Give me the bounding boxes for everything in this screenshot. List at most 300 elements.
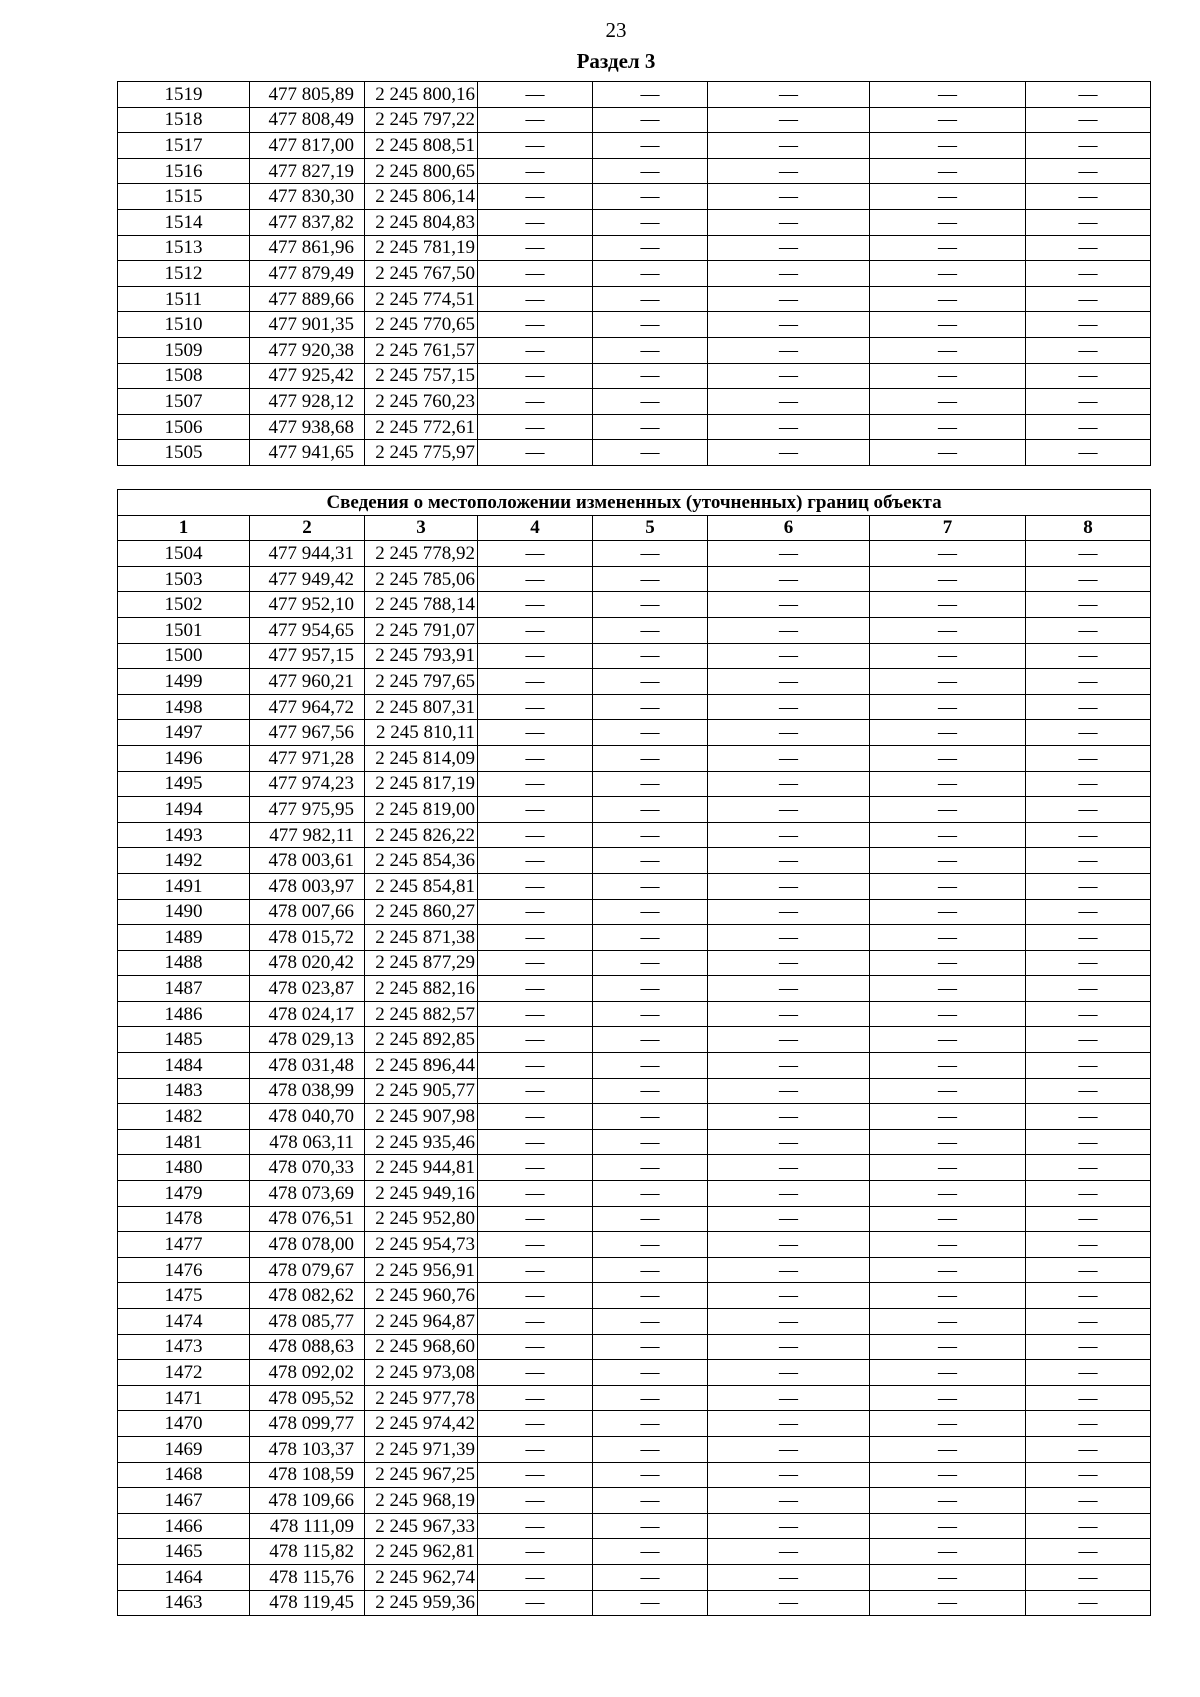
y-coordinate-cell: 2 245 971,39 (365, 1436, 478, 1462)
table-row (118, 209, 1151, 235)
empty-value-cell: — (870, 1155, 1026, 1181)
empty-value-cell: — (870, 797, 1026, 823)
empty-value-cell: — (478, 1436, 593, 1462)
x-coordinate-cell: 478 095,52 (250, 1385, 365, 1411)
empty-value-cell: — (1026, 1078, 1151, 1104)
table-row (118, 1513, 1151, 1539)
empty-value-cell: — (870, 848, 1026, 874)
empty-value-cell: — (478, 1462, 593, 1488)
empty-value-cell: — (870, 720, 1026, 746)
x-coordinate-cell: 478 007,66 (250, 899, 365, 925)
empty-value-cell: — (478, 797, 593, 823)
table-row (118, 566, 1151, 592)
table-row (118, 899, 1151, 925)
empty-value-cell: — (870, 1232, 1026, 1258)
empty-value-cell: — (593, 184, 708, 210)
empty-value-cell: — (1026, 312, 1151, 338)
empty-value-cell: — (593, 617, 708, 643)
empty-value-cell: — (708, 1257, 870, 1283)
x-coordinate-cell: 477 949,42 (250, 566, 365, 592)
x-coordinate-cell: 478 063,11 (250, 1129, 365, 1155)
x-coordinate-cell: 478 115,76 (250, 1564, 365, 1590)
x-coordinate-cell: 478 073,69 (250, 1181, 365, 1207)
point-number-cell: 1497 (118, 720, 250, 746)
empty-value-cell: — (708, 312, 870, 338)
empty-value-cell: — (1026, 363, 1151, 389)
empty-value-cell: — (593, 158, 708, 184)
empty-value-cell: — (870, 1411, 1026, 1437)
empty-value-cell: — (1026, 617, 1151, 643)
empty-value-cell: — (870, 822, 1026, 848)
empty-value-cell: — (478, 1283, 593, 1309)
point-number-cell: 1503 (118, 566, 250, 592)
page-number: 23 (605, 18, 627, 42)
table-row (118, 184, 1151, 210)
y-coordinate-cell: 2 245 877,29 (365, 950, 478, 976)
empty-value-cell: — (708, 1334, 870, 1360)
empty-value-cell: — (870, 745, 1026, 771)
empty-value-cell: — (478, 950, 593, 976)
table-row (118, 389, 1151, 415)
point-number-cell: 1474 (118, 1309, 250, 1335)
x-coordinate-cell: 478 085,77 (250, 1309, 365, 1335)
point-number-cell: 1477 (118, 1232, 250, 1258)
empty-value-cell: — (870, 1027, 1026, 1053)
x-coordinate-cell: 477 830,30 (250, 184, 365, 210)
empty-value-cell: — (708, 669, 870, 695)
empty-value-cell: — (478, 643, 593, 669)
empty-value-cell: — (1026, 1129, 1151, 1155)
column-header: 1 (118, 515, 250, 541)
empty-value-cell: — (1026, 1411, 1151, 1437)
y-coordinate-cell: 2 245 797,65 (365, 669, 478, 695)
empty-value-cell: — (708, 1488, 870, 1514)
empty-value-cell: — (1026, 107, 1151, 133)
y-coordinate-cell: 2 245 944,81 (365, 1155, 478, 1181)
empty-value-cell: — (593, 363, 708, 389)
empty-value-cell: — (708, 1078, 870, 1104)
point-number-cell: 1514 (118, 209, 250, 235)
empty-value-cell: — (870, 1385, 1026, 1411)
table-row (118, 976, 1151, 1002)
x-coordinate-cell: 477 971,28 (250, 745, 365, 771)
empty-value-cell: — (1026, 1001, 1151, 1027)
empty-value-cell: — (870, 1436, 1026, 1462)
x-coordinate-cell: 478 079,67 (250, 1257, 365, 1283)
empty-value-cell: — (478, 1411, 593, 1437)
empty-value-cell: — (1026, 1027, 1151, 1053)
empty-value-cell: — (478, 1360, 593, 1386)
changed-boundaries-table (117, 489, 1151, 1616)
empty-value-cell: — (478, 771, 593, 797)
empty-value-cell: — (870, 899, 1026, 925)
empty-value-cell: — (870, 541, 1026, 567)
empty-value-cell: — (870, 1360, 1026, 1386)
coordinates-table-continued (117, 81, 1151, 466)
empty-value-cell: — (708, 82, 870, 108)
empty-value-cell: — (1026, 1513, 1151, 1539)
empty-value-cell: — (478, 848, 593, 874)
table-row (118, 1539, 1151, 1565)
empty-value-cell: — (708, 414, 870, 440)
empty-value-cell: — (708, 158, 870, 184)
x-coordinate-cell: 477 941,65 (250, 440, 365, 466)
empty-value-cell: — (870, 1462, 1026, 1488)
x-coordinate-cell: 477 954,65 (250, 617, 365, 643)
empty-value-cell: — (870, 1283, 1026, 1309)
empty-value-cell: — (478, 209, 593, 235)
empty-value-cell: — (870, 107, 1026, 133)
point-number-cell: 1513 (118, 235, 250, 261)
empty-value-cell: — (1026, 950, 1151, 976)
empty-value-cell: — (593, 1027, 708, 1053)
empty-value-cell: — (593, 82, 708, 108)
x-coordinate-cell: 477 817,00 (250, 133, 365, 159)
empty-value-cell: — (870, 312, 1026, 338)
x-coordinate-cell: 477 982,11 (250, 822, 365, 848)
empty-value-cell: — (870, 592, 1026, 618)
empty-value-cell: — (478, 158, 593, 184)
empty-value-cell: — (708, 1539, 870, 1565)
empty-value-cell: — (708, 1411, 870, 1437)
point-number-cell: 1509 (118, 337, 250, 363)
empty-value-cell: — (478, 235, 593, 261)
table-row (118, 541, 1151, 567)
column-header: 4 (478, 515, 593, 541)
empty-value-cell: — (870, 643, 1026, 669)
point-number-cell: 1488 (118, 950, 250, 976)
x-coordinate-cell: 478 003,97 (250, 873, 365, 899)
empty-value-cell: — (1026, 133, 1151, 159)
point-number-cell: 1518 (118, 107, 250, 133)
empty-value-cell: — (708, 848, 870, 874)
y-coordinate-cell: 2 245 952,80 (365, 1206, 478, 1232)
empty-value-cell: — (1026, 694, 1151, 720)
empty-value-cell: — (1026, 1488, 1151, 1514)
empty-value-cell: — (870, 617, 1026, 643)
column-header: 5 (593, 515, 708, 541)
empty-value-cell: — (478, 312, 593, 338)
x-coordinate-cell: 478 108,59 (250, 1462, 365, 1488)
point-number-cell: 1470 (118, 1411, 250, 1437)
y-coordinate-cell: 2 245 907,98 (365, 1104, 478, 1130)
table-row (118, 261, 1151, 287)
table-header-row (118, 515, 1151, 541)
y-coordinate-cell: 2 245 974,42 (365, 1411, 478, 1437)
empty-value-cell: — (708, 1181, 870, 1207)
x-coordinate-cell: 477 889,66 (250, 286, 365, 312)
y-coordinate-cell: 2 245 892,85 (365, 1027, 478, 1053)
empty-value-cell: — (870, 363, 1026, 389)
empty-value-cell: — (593, 337, 708, 363)
empty-value-cell: — (593, 592, 708, 618)
table-row (118, 1462, 1151, 1488)
table-row (118, 1053, 1151, 1079)
empty-value-cell: — (593, 822, 708, 848)
x-coordinate-cell: 477 805,89 (250, 82, 365, 108)
empty-value-cell: — (708, 1462, 870, 1488)
empty-value-cell: — (708, 261, 870, 287)
empty-value-cell: — (1026, 235, 1151, 261)
y-coordinate-cell: 2 245 860,27 (365, 899, 478, 925)
empty-value-cell: — (708, 133, 870, 159)
point-number-cell: 1500 (118, 643, 250, 669)
table-row (118, 133, 1151, 159)
empty-value-cell: — (708, 899, 870, 925)
empty-value-cell: — (593, 1436, 708, 1462)
table-row (118, 1078, 1151, 1104)
point-number-cell: 1463 (118, 1590, 250, 1616)
table-row (118, 312, 1151, 338)
empty-value-cell: — (1026, 414, 1151, 440)
empty-value-cell: — (593, 1001, 708, 1027)
point-number-cell: 1510 (118, 312, 250, 338)
empty-value-cell: — (478, 1027, 593, 1053)
point-number-cell: 1512 (118, 261, 250, 287)
y-coordinate-cell: 2 245 871,38 (365, 925, 478, 951)
point-number-cell: 1501 (118, 617, 250, 643)
y-coordinate-cell: 2 245 949,16 (365, 1181, 478, 1207)
table-row (118, 745, 1151, 771)
y-coordinate-cell: 2 245 760,23 (365, 389, 478, 415)
empty-value-cell: — (593, 261, 708, 287)
empty-value-cell: — (478, 1488, 593, 1514)
empty-value-cell: — (708, 1001, 870, 1027)
empty-value-cell: — (593, 414, 708, 440)
empty-value-cell: — (593, 389, 708, 415)
empty-value-cell: — (478, 1155, 593, 1181)
empty-value-cell: — (478, 1206, 593, 1232)
y-coordinate-cell: 2 245 882,57 (365, 1001, 478, 1027)
empty-value-cell: — (708, 1360, 870, 1386)
empty-value-cell: — (870, 771, 1026, 797)
y-coordinate-cell: 2 245 804,83 (365, 209, 478, 235)
table-row (118, 1181, 1151, 1207)
table-row (118, 1411, 1151, 1437)
empty-value-cell: — (593, 1309, 708, 1335)
table-row (118, 1232, 1151, 1258)
point-number-cell: 1478 (118, 1206, 250, 1232)
empty-value-cell: — (708, 720, 870, 746)
point-number-cell: 1506 (118, 414, 250, 440)
empty-value-cell: — (708, 286, 870, 312)
empty-value-cell: — (1026, 1360, 1151, 1386)
empty-value-cell: — (478, 1053, 593, 1079)
empty-value-cell: — (708, 1206, 870, 1232)
empty-value-cell: — (478, 925, 593, 951)
x-coordinate-cell: 478 029,13 (250, 1027, 365, 1053)
empty-value-cell: — (708, 1283, 870, 1309)
column-header: 7 (870, 515, 1026, 541)
x-coordinate-cell: 478 111,09 (250, 1513, 365, 1539)
empty-value-cell: — (1026, 184, 1151, 210)
y-coordinate-cell: 2 245 967,33 (365, 1513, 478, 1539)
empty-value-cell: — (708, 363, 870, 389)
empty-value-cell: — (870, 286, 1026, 312)
x-coordinate-cell: 477 952,10 (250, 592, 365, 618)
empty-value-cell: — (593, 873, 708, 899)
empty-value-cell: — (478, 720, 593, 746)
empty-value-cell: — (870, 1590, 1026, 1616)
table-row (118, 158, 1151, 184)
point-number-cell: 1464 (118, 1564, 250, 1590)
empty-value-cell: — (1026, 1206, 1151, 1232)
y-coordinate-cell: 2 245 757,15 (365, 363, 478, 389)
empty-value-cell: — (870, 1078, 1026, 1104)
table-row (118, 1564, 1151, 1590)
table-row (118, 107, 1151, 133)
empty-value-cell: — (1026, 566, 1151, 592)
empty-value-cell: — (708, 617, 870, 643)
empty-value-cell: — (593, 566, 708, 592)
empty-value-cell: — (593, 771, 708, 797)
y-coordinate-cell: 2 245 964,87 (365, 1309, 478, 1335)
empty-value-cell: — (478, 1232, 593, 1258)
y-coordinate-cell: 2 245 800,65 (365, 158, 478, 184)
empty-value-cell: — (593, 1334, 708, 1360)
x-coordinate-cell: 478 092,02 (250, 1360, 365, 1386)
table-row (118, 848, 1151, 874)
empty-value-cell: — (478, 1334, 593, 1360)
empty-value-cell: — (1026, 1104, 1151, 1130)
point-number-cell: 1466 (118, 1513, 250, 1539)
x-coordinate-cell: 477 861,96 (250, 235, 365, 261)
empty-value-cell: — (593, 1539, 708, 1565)
x-coordinate-cell: 478 115,82 (250, 1539, 365, 1565)
x-coordinate-cell: 478 015,72 (250, 925, 365, 951)
table-row (118, 720, 1151, 746)
point-number-cell: 1481 (118, 1129, 250, 1155)
empty-value-cell: — (708, 1027, 870, 1053)
empty-value-cell: — (593, 1104, 708, 1130)
x-coordinate-cell: 477 938,68 (250, 414, 365, 440)
empty-value-cell: — (593, 899, 708, 925)
empty-value-cell: — (478, 976, 593, 1002)
empty-value-cell: — (1026, 541, 1151, 567)
empty-value-cell: — (478, 82, 593, 108)
x-coordinate-cell: 478 099,77 (250, 1411, 365, 1437)
x-coordinate-cell: 477 925,42 (250, 363, 365, 389)
empty-value-cell: — (870, 235, 1026, 261)
empty-value-cell: — (708, 1129, 870, 1155)
empty-value-cell: — (478, 1309, 593, 1335)
point-number-cell: 1515 (118, 184, 250, 210)
point-number-cell: 1505 (118, 440, 250, 466)
y-coordinate-cell: 2 245 808,51 (365, 133, 478, 159)
y-coordinate-cell: 2 245 854,81 (365, 873, 478, 899)
y-coordinate-cell: 2 245 935,46 (365, 1129, 478, 1155)
empty-value-cell: — (593, 1385, 708, 1411)
empty-value-cell: — (593, 1078, 708, 1104)
point-number-cell: 1517 (118, 133, 250, 159)
empty-value-cell: — (478, 1539, 593, 1565)
empty-value-cell: — (870, 1104, 1026, 1130)
empty-value-cell: — (478, 745, 593, 771)
empty-value-cell: — (1026, 209, 1151, 235)
empty-value-cell: — (708, 235, 870, 261)
empty-value-cell: — (870, 566, 1026, 592)
empty-value-cell: — (593, 669, 708, 695)
table-caption: Сведения о местоположении измененных (уточненных) границ объекта (118, 490, 1151, 516)
empty-value-cell: — (478, 1001, 593, 1027)
x-coordinate-cell: 478 031,48 (250, 1053, 365, 1079)
empty-value-cell: — (478, 286, 593, 312)
empty-value-cell: — (708, 337, 870, 363)
empty-value-cell: — (870, 1257, 1026, 1283)
empty-value-cell: — (708, 745, 870, 771)
x-coordinate-cell: 478 082,62 (250, 1283, 365, 1309)
empty-value-cell: — (708, 873, 870, 899)
table-body (118, 490, 1151, 1616)
x-coordinate-cell: 478 088,63 (250, 1334, 365, 1360)
empty-value-cell: — (593, 209, 708, 235)
y-coordinate-cell: 2 245 973,08 (365, 1360, 478, 1386)
y-coordinate-cell: 2 245 968,19 (365, 1488, 478, 1514)
empty-value-cell: — (708, 822, 870, 848)
empty-value-cell: — (593, 133, 708, 159)
x-coordinate-cell: 477 827,19 (250, 158, 365, 184)
empty-value-cell: — (870, 184, 1026, 210)
empty-value-cell: — (478, 1257, 593, 1283)
empty-value-cell: — (1026, 1462, 1151, 1488)
y-coordinate-cell: 2 245 956,91 (365, 1257, 478, 1283)
empty-value-cell: — (478, 1129, 593, 1155)
y-coordinate-cell: 2 245 788,14 (365, 592, 478, 618)
x-coordinate-cell: 477 837,82 (250, 209, 365, 235)
empty-value-cell: — (1026, 1257, 1151, 1283)
empty-value-cell: — (708, 950, 870, 976)
empty-value-cell: — (1026, 720, 1151, 746)
empty-value-cell: — (593, 1590, 708, 1616)
empty-value-cell: — (1026, 1539, 1151, 1565)
x-coordinate-cell: 477 808,49 (250, 107, 365, 133)
empty-value-cell: — (593, 440, 708, 466)
point-number-cell: 1516 (118, 158, 250, 184)
empty-value-cell: — (478, 1078, 593, 1104)
empty-value-cell: — (478, 337, 593, 363)
empty-value-cell: — (1026, 286, 1151, 312)
empty-value-cell: — (1026, 745, 1151, 771)
empty-value-cell: — (593, 745, 708, 771)
empty-value-cell: — (708, 1385, 870, 1411)
x-coordinate-cell: 477 964,72 (250, 694, 365, 720)
empty-value-cell: — (1026, 848, 1151, 874)
x-coordinate-cell: 478 119,45 (250, 1590, 365, 1616)
empty-value-cell: — (870, 976, 1026, 1002)
table-row (118, 1283, 1151, 1309)
column-header: 8 (1026, 515, 1151, 541)
empty-value-cell: — (593, 720, 708, 746)
empty-value-cell: — (478, 1513, 593, 1539)
empty-value-cell: — (1026, 1590, 1151, 1616)
y-coordinate-cell: 2 245 854,36 (365, 848, 478, 874)
y-coordinate-cell: 2 245 806,14 (365, 184, 478, 210)
point-number-cell: 1511 (118, 286, 250, 312)
empty-value-cell: — (1026, 440, 1151, 466)
point-number-cell: 1493 (118, 822, 250, 848)
empty-value-cell: — (708, 925, 870, 951)
table-row (118, 771, 1151, 797)
empty-value-cell: — (478, 592, 593, 618)
table-row (118, 1334, 1151, 1360)
y-coordinate-cell: 2 245 775,97 (365, 440, 478, 466)
empty-value-cell: — (870, 337, 1026, 363)
table-row (118, 1001, 1151, 1027)
x-coordinate-cell: 478 003,61 (250, 848, 365, 874)
x-coordinate-cell: 478 078,00 (250, 1232, 365, 1258)
empty-value-cell: — (1026, 643, 1151, 669)
empty-value-cell: — (1026, 669, 1151, 695)
